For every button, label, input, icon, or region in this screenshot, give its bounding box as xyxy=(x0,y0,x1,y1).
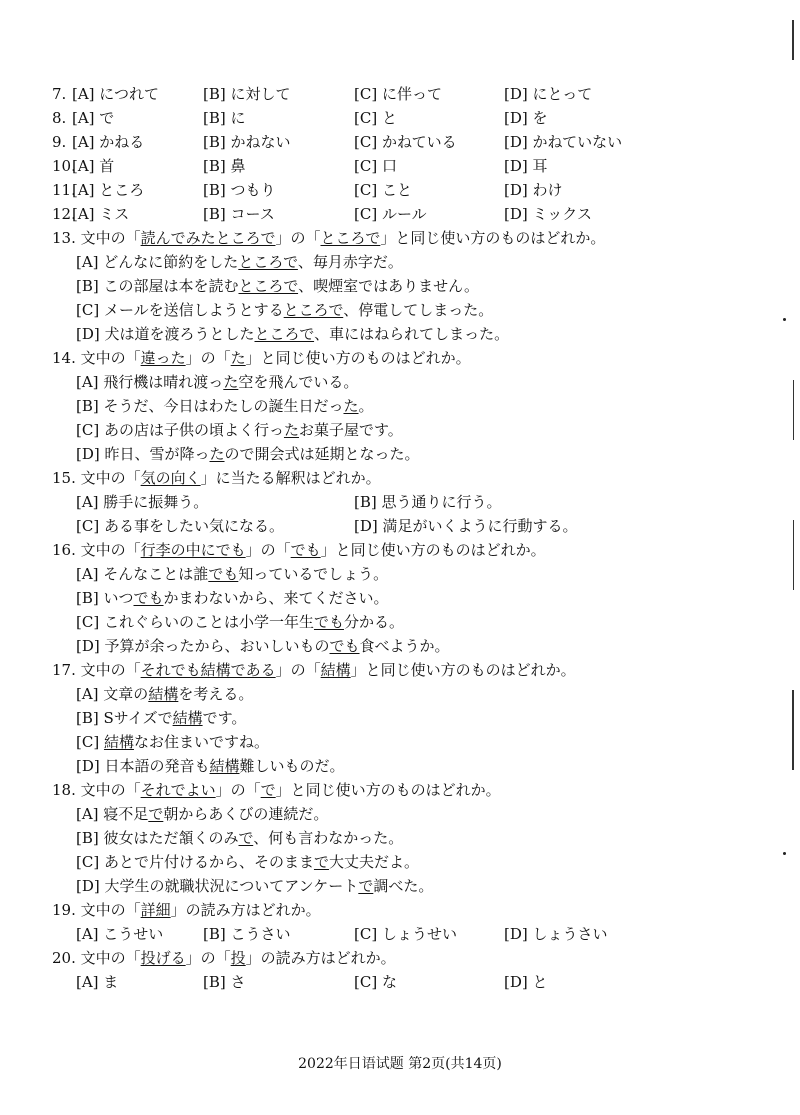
stem-text: 」の「 xyxy=(215,781,261,799)
underlined-word: で xyxy=(358,877,374,895)
question-16-option-c xyxy=(76,612,404,632)
question-13-stem xyxy=(52,228,605,248)
stem-text: 」の「 xyxy=(275,661,321,679)
underlined-word: た xyxy=(209,445,225,463)
option-text: です。 xyxy=(202,709,247,727)
underlined-phrase: 結構 xyxy=(320,661,351,679)
underlined-word: ところで xyxy=(283,301,344,319)
underlined-phrase: 詳細 xyxy=(140,901,171,919)
option-text: [C] これぐらいのことは小学一年生 xyxy=(76,613,314,631)
question-14-option-c xyxy=(76,420,403,440)
option-d: [D] わけ xyxy=(504,181,563,199)
question-16-option-d xyxy=(76,636,450,656)
option-text: 、停電してしまった。 xyxy=(343,301,494,319)
question-16-stem xyxy=(52,540,546,560)
stem-text: 」の「 xyxy=(245,541,291,559)
question-16-option-b xyxy=(76,588,389,608)
scan-dot xyxy=(783,318,786,321)
question-16-option-a xyxy=(76,564,388,584)
stem-text: 」と同じ使い方のものはどれか。 xyxy=(350,661,576,679)
stem-text: 16. 文中の「 xyxy=(52,541,141,559)
option-text: [A] 飛行機は晴れ渡っ xyxy=(76,373,224,391)
option-a: [A] ミス xyxy=(72,205,130,223)
option-text: 大丈夫だよ。 xyxy=(328,853,419,871)
stem-text: 13. 文中の「 xyxy=(52,229,141,247)
underlined-word: で xyxy=(313,853,329,871)
scan-edge-mark xyxy=(793,520,794,590)
stem-text: 15. 文中の「 xyxy=(52,469,141,487)
question-20-option-a: [A] ま xyxy=(76,973,119,991)
option-a: [A] 首 xyxy=(72,157,115,175)
question-19-option-c: [C] しょうせい xyxy=(354,925,457,943)
option-c: [C] 口 xyxy=(354,157,397,175)
option-b: [B] 鼻 xyxy=(203,157,246,175)
question-number: 7. xyxy=(52,85,67,103)
option-a: [A] につれて xyxy=(72,85,160,103)
question-17-option-c xyxy=(76,732,269,752)
stem-text: 19. 文中の「 xyxy=(52,901,141,919)
stem-text: 」の読み方はどれか。 xyxy=(170,901,321,919)
question-18-option-b xyxy=(76,828,403,848)
underlined-word: でも xyxy=(313,613,344,631)
question-13-option-a xyxy=(76,252,403,272)
option-b: [B] に対して xyxy=(203,85,291,103)
underlined-word: ところで xyxy=(238,277,299,295)
question-18-stem xyxy=(52,780,501,800)
stem-text: 20. 文中の「 xyxy=(52,949,141,967)
question-19-option-b: [B] こうさい xyxy=(203,925,291,943)
scan-edge-mark xyxy=(792,20,794,60)
option-text: [C] あの店は子供の頃よく行っ xyxy=(76,421,284,439)
underlined-phrase: それでよい xyxy=(140,781,216,799)
page-footer: 2022年日语试题 第2页(共14页) xyxy=(298,1056,502,1072)
underlined-word: 結構 xyxy=(172,709,203,727)
question-18-option-a xyxy=(76,804,328,824)
question-19-option-a: [A] こうせい xyxy=(76,925,164,943)
option-text: [D] 昨日、雪が降っ xyxy=(76,445,210,463)
scan-dot xyxy=(783,852,786,855)
underlined-phrase: 違った xyxy=(140,349,186,367)
underlined-word: 結構 xyxy=(103,733,134,751)
question-18-option-c xyxy=(76,852,419,872)
stem-text: 」と同じ使い方のものはどれか。 xyxy=(320,541,546,559)
question-14-option-d xyxy=(76,444,420,464)
option-text: [D] 予算が余ったから、おいしいもの xyxy=(76,637,330,655)
underlined-phrase: 投 xyxy=(230,949,246,967)
question-number: 12. xyxy=(52,205,76,223)
question-17-option-b xyxy=(76,708,246,728)
question-13-option-d xyxy=(76,324,509,344)
question-number: 9. xyxy=(52,133,67,151)
stem-text: 18. 文中の「 xyxy=(52,781,141,799)
underlined-word: でも xyxy=(208,565,239,583)
underlined-phrase: た xyxy=(230,349,246,367)
underlined-word: で xyxy=(238,829,254,847)
stem-text: 」と同じ使い方のものはどれか。 xyxy=(380,229,606,247)
option-b: [B] つもり xyxy=(203,181,276,199)
stem-text: 」と同じ使い方のものはどれか。 xyxy=(245,349,471,367)
underlined-word: で xyxy=(148,805,164,823)
underlined-word: 結構 xyxy=(148,685,179,703)
option-text: 。 xyxy=(358,397,374,415)
option-a: [A] ところ xyxy=(72,181,145,199)
option-text: [D] 犬は道を渡ろうとした xyxy=(76,325,255,343)
option-text: [D] 日本語の発音も xyxy=(76,757,210,775)
question-20-option-d: [D] と xyxy=(504,973,548,991)
question-20-option-b: [B] さ xyxy=(203,973,246,991)
option-text: [B] Sサイズで xyxy=(76,709,173,727)
option-d: [D] にとって xyxy=(504,85,593,103)
option-text: お菓子屋です。 xyxy=(298,421,403,439)
option-c: [C] こと xyxy=(354,181,412,199)
scan-edge-mark xyxy=(793,380,794,440)
underlined-phrase: ところで xyxy=(320,229,381,247)
option-text: 、喫煙室ではありません。 xyxy=(298,277,479,295)
option-text: [B] 彼女はただ頷くのみ xyxy=(76,829,239,847)
option-text: [A] 文章の xyxy=(76,685,149,703)
option-d: [D] ミックス xyxy=(504,205,593,223)
underlined-phrase: で xyxy=(260,781,276,799)
option-text: [B] そうだ、今日はわたしの誕生日だっ xyxy=(76,397,344,415)
question-15-stem xyxy=(52,468,381,488)
option-text: [A] どんなに節約をした xyxy=(76,253,239,271)
option-text: を考える。 xyxy=(178,685,254,703)
option-b: [B] コース xyxy=(203,205,275,223)
underlined-word: た xyxy=(343,397,359,415)
option-text: 朝からあくびの連続だ。 xyxy=(163,805,329,823)
underlined-phrase: それでも結構である xyxy=(140,661,276,679)
underlined-word: た xyxy=(283,421,299,439)
option-b: [B] かねない xyxy=(203,133,291,151)
question-number: 11. xyxy=(52,181,76,199)
option-text: [C] メールを送信しようとする xyxy=(76,301,284,319)
option-d: [D] を xyxy=(504,109,548,127)
option-text: [B] この部屋は本を読む xyxy=(76,277,239,295)
underlined-word: でも xyxy=(133,589,164,607)
underlined-phrase: 読んでみたところで xyxy=(140,229,276,247)
stem-text: 17. 文中の「 xyxy=(52,661,141,679)
underlined-word: 結構 xyxy=(209,757,240,775)
underlined-word: ところで xyxy=(254,325,315,343)
stem-text: 」の「 xyxy=(185,949,231,967)
option-text: 難しいものだ。 xyxy=(239,757,345,775)
question-15-option-b: [B] 思う通りに行う。 xyxy=(354,493,502,511)
option-text: [C] xyxy=(76,733,104,751)
stem-text: 14. 文中の「 xyxy=(52,349,141,367)
scan-edge-mark xyxy=(792,690,794,770)
question-17-stem xyxy=(52,660,576,680)
question-15-option-d: [D] 満足がいくように行動する。 xyxy=(354,517,578,535)
question-19-option-d: [D] しょうさい xyxy=(504,925,608,943)
option-text: なお住まいですね。 xyxy=(133,733,269,751)
underlined-word: た xyxy=(223,373,239,391)
option-text: [A] 寝不足 xyxy=(76,805,149,823)
question-20-option-c: [C] な xyxy=(354,973,397,991)
question-14-option-a xyxy=(76,372,358,392)
question-number: 8. xyxy=(52,109,67,127)
underlined-word: ところで xyxy=(238,253,298,271)
option-text: [C] あとで片付けるから、そのまま xyxy=(76,853,314,871)
option-c: [C] に伴って xyxy=(354,85,442,103)
question-13-option-b xyxy=(76,276,479,296)
stem-text: 」の「 xyxy=(275,229,321,247)
question-13-option-c xyxy=(76,300,493,320)
option-a: [A] かねる xyxy=(72,133,145,151)
option-c: [C] かねている xyxy=(354,133,457,151)
question-15-option-a: [A] 勝手に振舞う。 xyxy=(76,493,209,511)
underlined-phrase: 行李の中にでも xyxy=(140,541,246,559)
option-text: 、車にはねられてしまった。 xyxy=(314,325,510,343)
option-text: 空を飛んでいる。 xyxy=(238,373,359,391)
option-text: かまわないから、来てください。 xyxy=(163,589,389,607)
question-18-option-d xyxy=(76,876,433,896)
option-text: 調べた。 xyxy=(373,877,434,895)
underlined-phrase: 気の向く xyxy=(140,469,201,487)
option-text: 、何も言わなかった。 xyxy=(253,829,404,847)
question-14-option-b xyxy=(76,396,374,416)
option-text: 、毎月赤字だ。 xyxy=(297,253,403,271)
option-text: [A] そんなことは誰 xyxy=(76,565,209,583)
question-20-stem xyxy=(52,948,396,968)
stem-text: 」に当たる解釈はどれか。 xyxy=(200,469,381,487)
option-d: [D] 耳 xyxy=(504,157,548,175)
stem-text: 」の「 xyxy=(185,349,231,367)
stem-text: 」の読み方はどれか。 xyxy=(245,949,396,967)
option-text: [D] 大学生の就職状況についてアンケート xyxy=(76,877,359,895)
option-text: 分かる。 xyxy=(343,613,404,631)
underlined-phrase: 投げる xyxy=(140,949,186,967)
question-17-option-a xyxy=(76,684,253,704)
question-number: 10. xyxy=(52,157,76,175)
underlined-phrase: でも xyxy=(290,541,321,559)
option-c: [C] ルール xyxy=(354,205,427,223)
option-c: [C] と xyxy=(354,109,397,127)
option-text: ので開会式は延期となった。 xyxy=(224,445,420,463)
question-19-stem xyxy=(52,900,321,920)
option-b: [B] に xyxy=(203,109,246,127)
stem-text: 」と同じ使い方のものはどれか。 xyxy=(275,781,501,799)
question-17-option-d xyxy=(76,756,345,776)
option-a: [A] で xyxy=(72,109,115,127)
question-14-stem xyxy=(52,348,471,368)
option-text: [B] いつ xyxy=(76,589,134,607)
option-text: 食べようか。 xyxy=(359,637,450,655)
question-15-option-c: [C] ある事をしたい気になる。 xyxy=(76,517,284,535)
option-d: [D] かねていない xyxy=(504,133,623,151)
option-text: 知っているでしょう。 xyxy=(238,565,389,583)
underlined-word: でも xyxy=(329,637,360,655)
